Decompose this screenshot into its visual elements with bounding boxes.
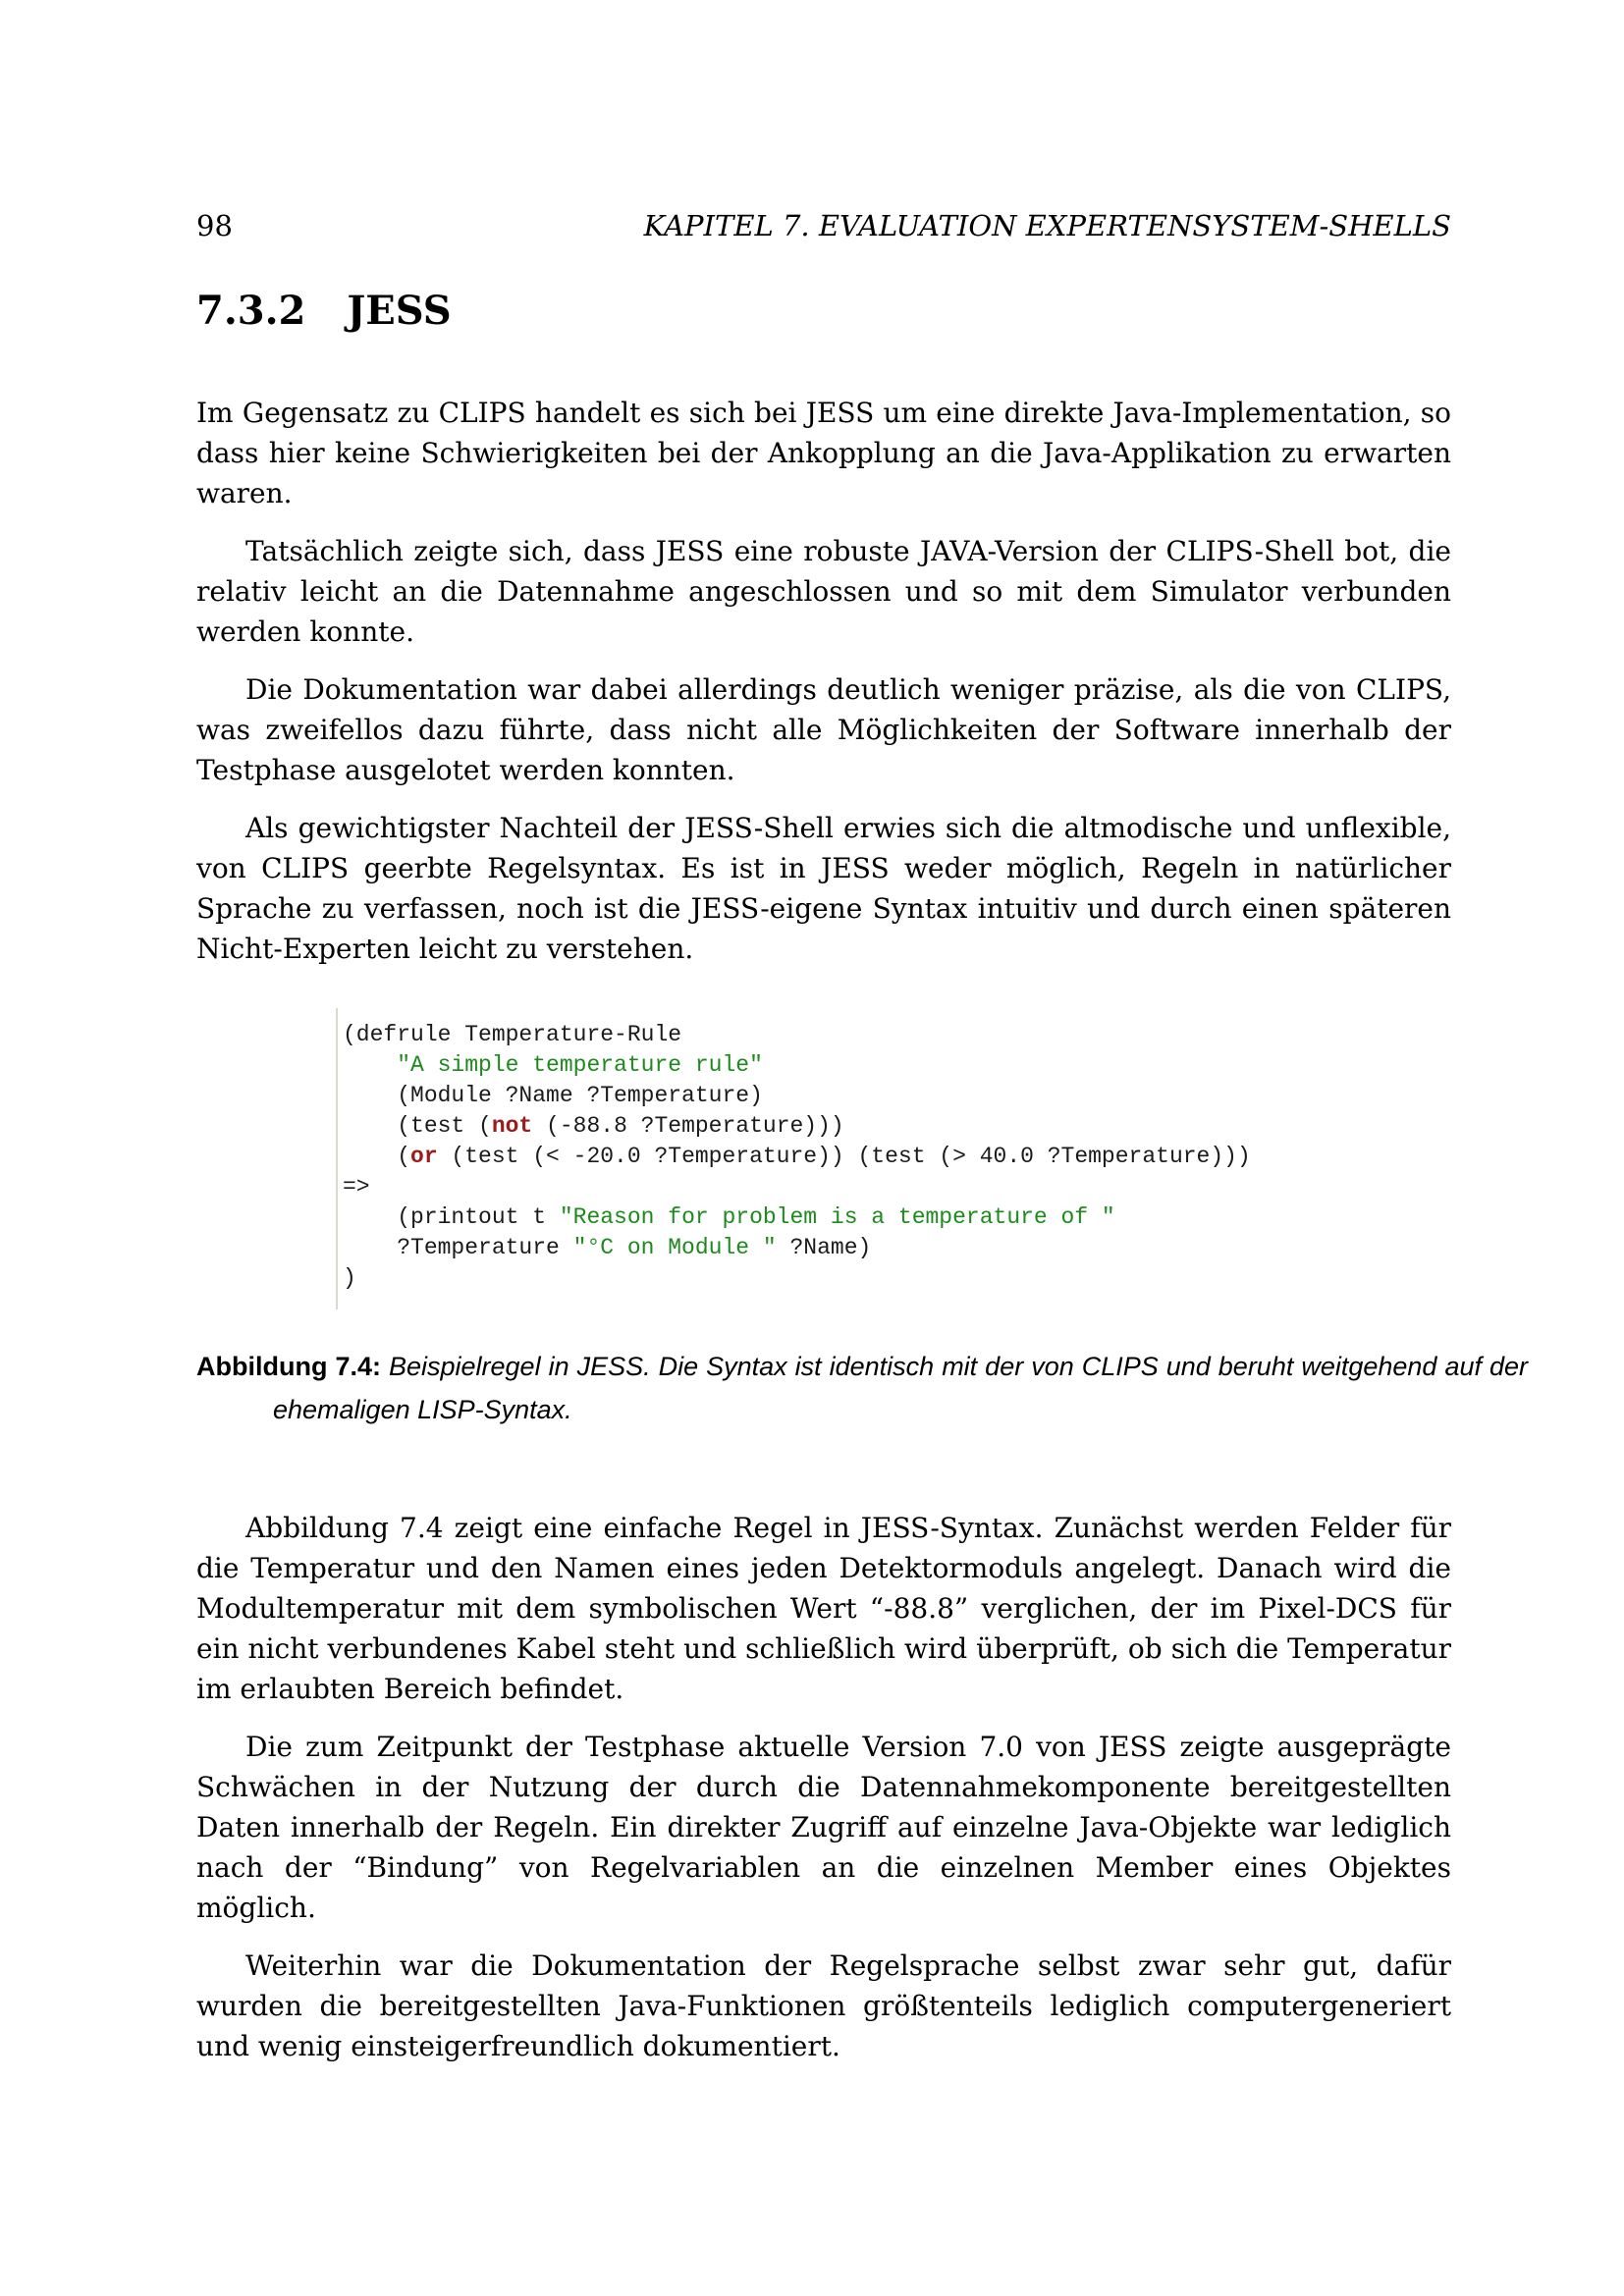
caption-text: Beispielregel in JESS. Die Syntax ist identisch mit der von CLIPS und beruht weitgehend auf der ehemaligen LISP-Syntax. [273, 1352, 1528, 1424]
body-paragraph-4: Als gewichtigster Nachteil der JESS-Shell erwies sich die altmodische und unflexible, von CLIPS geerbte Regelsyntax. Es ist in JESS weder möglich, Regeln in natürlicher Sprache zu verfassen, noch ist die JESS-eigene Syntax intuitiv und durch einen späteren Nicht-Experten leicht zu verstehen. [196, 812, 1451, 965]
code-listing [336, 1008, 1451, 1309]
code-text: (defrule Temperature-Rule [343, 1022, 682, 1047]
code-text: ?Name) [776, 1235, 872, 1260]
code-line [343, 1263, 1451, 1294]
code-keyword: or [410, 1144, 438, 1169]
code-text: (printout t [343, 1204, 560, 1230]
code-line [343, 1202, 1451, 1233]
code-line [343, 1142, 1451, 1172]
body-paragraph-5: Abbildung 7.4 zeigt eine einfache Regel in JESS-Syntax. Zunächst werden Felder für die Temperatur und den Namen eines jeden Detektormoduls angelegt. Danach wird die Modultemperatur mit dem symbolischen Wert “-88.8” verglichen, der im Pixel-DCS für ein nicht verbundenes Kabel steht und schließlich wird überprüft, ob sich die Temperatur im erlaubten Bereich befindet. [196, 1512, 1451, 1705]
code-text: ( [343, 1144, 411, 1169]
code-keyword: not [491, 1113, 533, 1139]
code-line [343, 1020, 1451, 1050]
code-line [343, 1172, 1451, 1202]
page-number: 98 [196, 209, 233, 242]
section-title: JESS [347, 288, 452, 334]
code-line [343, 1111, 1451, 1142]
text-column [196, 0, 1528, 2066]
code-string: "A simple temperature rule" [397, 1052, 763, 1078]
code-text: (-88.8 ?Temperature))) [532, 1113, 844, 1139]
body-paragraph-2: Tatsächlich zeigte sich, dass JESS eine robuste JAVA-Version der CLIPS-Shell bot, die relativ leicht an die Datennahme angeschlossen und so mit dem Simulator verbunden werden konnte. [196, 535, 1451, 648]
code-string: "Reason for problem is a temperature of " [559, 1204, 1115, 1230]
section-heading [196, 289, 1451, 334]
running-chapter-title: KAPITEL 7. EVALUATION EXPERTENSYSTEM-SHELLS [643, 209, 1451, 242]
code-text: (test ( [343, 1113, 492, 1139]
code-text [343, 1052, 397, 1078]
figure-caption [196, 1345, 1528, 1431]
code-line [343, 1233, 1451, 1263]
section-number: 7.3.2 [196, 288, 306, 334]
code-line [343, 1050, 1451, 1081]
body-paragraph-3: Die Dokumentation war dabei allerdings deutlich weniger präzise, als die von CLIPS, was zweifellos dazu führte, dass nicht alle Möglichkeiten der Software innerhalb der Testphase ausgelotet werden konnten. [196, 673, 1451, 786]
code-string: "°C on Module " [572, 1235, 777, 1260]
code-text: (test (< -20.0 ?Temperature)) (test (> 40.0 ?Temperature))) [437, 1144, 1251, 1169]
code-text: (Module ?Name ?Temperature) [343, 1083, 763, 1108]
code-figure [196, 1008, 1528, 1431]
body-paragraph-6: Die zum Zeitpunkt der Testphase aktuelle Version 7.0 von JESS zeigte ausgeprägte Schwächen in der Nutzung der durch die Datennahmekomponente bereitgestellten Daten innerhalb der Regeln. Ein direkter Zugriff auf einzelne Java-Objekte war lediglich nach der “Bindung” von Regelvariablen an die einzelnen Member eines Objektes möglich. [196, 1731, 1451, 1924]
code-text: ?Temperature [343, 1235, 573, 1260]
running-header [196, 0, 1451, 243]
caption-label: Abbildung 7.4: [196, 1352, 381, 1381]
body-paragraph-1: Im Gegensatz zu CLIPS handelt es sich bei JESS um eine direkte Java-Implementation, so dass hier keine Schwierigkeiten bei der Ankopplung an die Java-Applikation zu erwarten waren. [196, 397, 1451, 509]
code-text: ) [343, 1265, 356, 1291]
code-line [343, 1081, 1451, 1111]
code-text: => [343, 1174, 370, 1200]
body-paragraph-7: Weiterhin war die Dokumentation der Regelsprache selbst zwar sehr gut, dafür wurden die bereitgestellten Java-Funktionen größtenteils lediglich computergeneriert und wenig einsteigerfreundlich dokumentiert. [196, 1949, 1451, 2062]
